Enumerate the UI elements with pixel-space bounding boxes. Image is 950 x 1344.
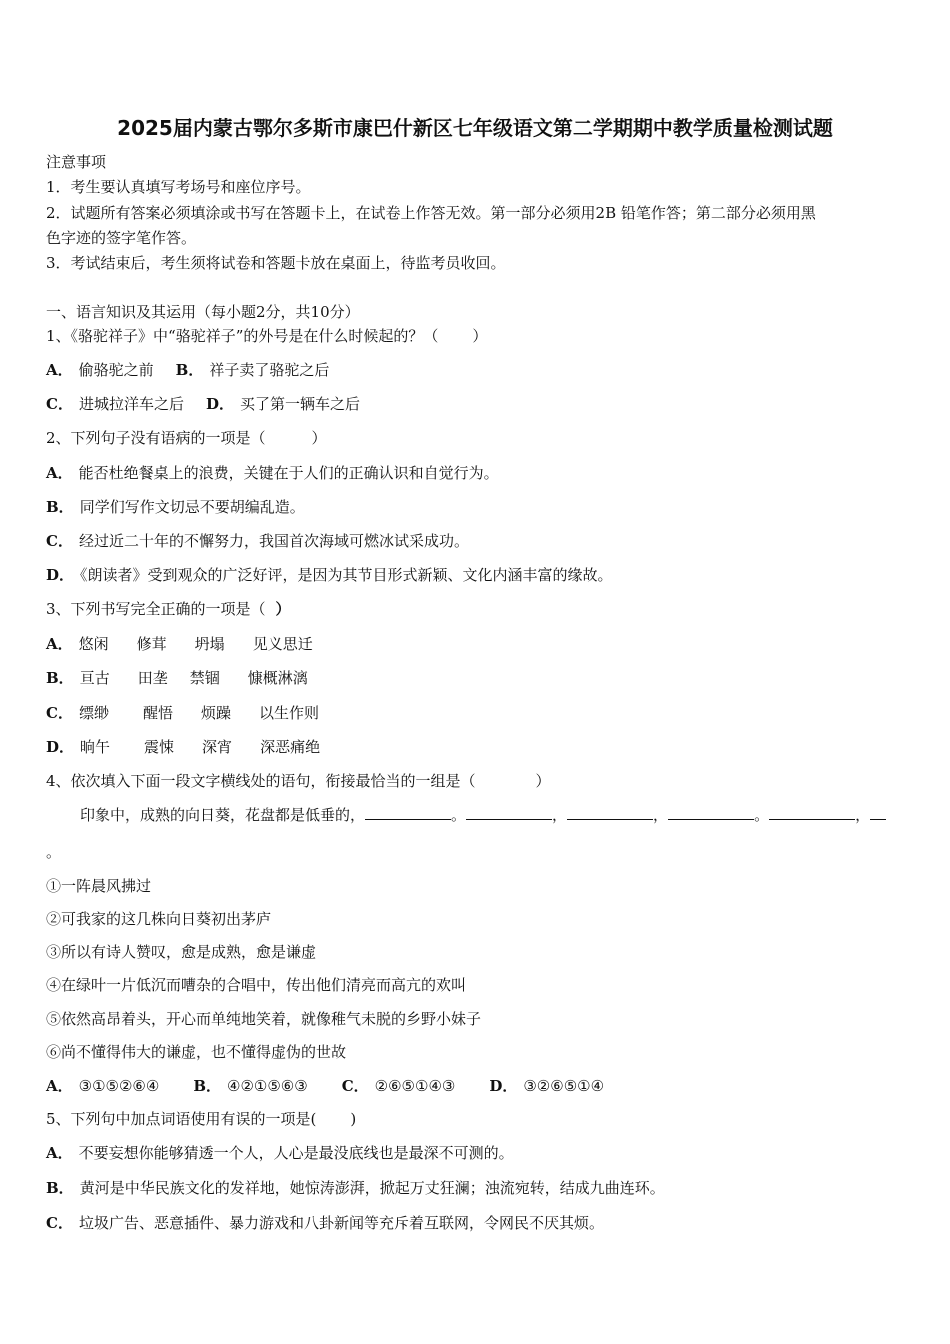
blank-line	[668, 805, 754, 820]
question-stem-text: 2、下列句子没有语病的一项是（	[46, 429, 266, 447]
question-5-option-b	[46, 1178, 665, 1198]
question-5-option-c	[46, 1213, 604, 1233]
question-stem-text: 3、下列书写完全正确的一项是（	[46, 600, 266, 618]
word: 缥缈	[78, 704, 109, 722]
question-4-stem	[46, 771, 551, 791]
option-label: C．	[46, 1214, 73, 1232]
option-label: B．	[193, 1077, 222, 1095]
option-label: A．	[46, 464, 73, 482]
question-4-passage-end: 。	[46, 843, 62, 861]
punct: 。	[451, 806, 467, 824]
word: 晌午	[80, 738, 111, 756]
punct: 。	[754, 806, 770, 824]
option-label: D．	[46, 738, 75, 756]
sentence-item: ⑥尚不懂得伟大的谦虚，也不懂得虚伪的世故	[46, 1043, 347, 1061]
word: 慷概淋漓	[247, 669, 308, 687]
sentence-item: ⑤依然高昂着头，开心而单纯地笑着，就像稚气未脱的乡野小妹子	[46, 1010, 482, 1028]
question-stem-end: ）	[275, 600, 291, 618]
notice-heading: 注意事项	[46, 153, 107, 171]
word: 见义思迁	[252, 635, 313, 653]
option-label: A．	[46, 1144, 73, 1162]
word: 亘古	[79, 669, 110, 687]
word: 坍塌	[194, 635, 225, 653]
question-3-stem	[46, 599, 291, 619]
sentence-item: ③所以有诗人赞叹，愈是成熟，愈是谦虚	[46, 943, 317, 961]
question-stem-end: )	[350, 1110, 357, 1128]
question-stem-text: 4、依次填入下面一段文字横线处的语句，衔接最恰当的一组是（	[46, 772, 476, 790]
option-text: 经过近二十年的不懈努力，我国首次海域可燃冰试采成功。	[78, 532, 469, 550]
option-text: 买了第一辆车之后	[239, 395, 360, 413]
option-label: A．	[46, 635, 73, 653]
question-3-option-d	[46, 737, 320, 757]
question-2-option-d	[46, 565, 613, 585]
question-stem-end: ）	[535, 772, 551, 790]
word: 烦躁	[200, 704, 231, 722]
option-label: C．	[341, 1077, 369, 1095]
word: 震悚	[144, 738, 175, 756]
option-label: A．	[46, 361, 73, 379]
option-text: ④②①⑤⑥③	[227, 1077, 308, 1095]
page-title: 2025届内蒙古鄂尔多斯市康巴什新区七年级语文第二学期期中教学质量检测试题	[117, 116, 833, 140]
option-text: 《朗读者》受到观众的广泛好评，是因为其节目形式新颖、文化内涵丰富的缘故。	[80, 566, 613, 584]
sentence-item: ①一阵晨风拂过	[46, 877, 152, 895]
passage-text: 印象中，成熟的向日葵，花盘都是低垂的，	[80, 806, 366, 824]
blank-line	[769, 805, 855, 820]
option-label: D．	[46, 566, 75, 584]
sentence-item: ②可我家的这几株向日葵初出茅庐	[46, 910, 272, 928]
question-1-options-ab	[46, 360, 329, 380]
question-stem-text: 5、下列句中加点词语使用有误的一项是(	[46, 1110, 317, 1128]
question-stem-end: ）	[311, 429, 327, 447]
option-label: C．	[46, 395, 73, 413]
question-2-option-a	[46, 463, 499, 483]
blank-line	[466, 805, 552, 820]
option-text: ③①⑤②⑥④	[78, 1077, 160, 1095]
option-text: ②⑥⑤①④③	[374, 1077, 456, 1095]
blank-line	[567, 805, 653, 820]
question-3-option-a	[46, 634, 313, 654]
option-text: 进城拉洋车之后	[78, 395, 184, 413]
word: 深宵	[202, 738, 233, 756]
option-label: B．	[46, 1179, 74, 1197]
option-label: C．	[46, 704, 73, 722]
question-5-option-a	[46, 1143, 514, 1163]
notice-item: 2．试题所有答案必须填涂或书写在答题卡上，在试卷上作答无效。第一部分必须用2B 铅笔作答；第二部分必须用黑	[46, 204, 816, 222]
word: 醒悟	[142, 704, 173, 722]
blank-line	[365, 805, 451, 820]
option-text: 能否杜绝餐桌上的浪费，关键在于人们的正确认识和自觉行为。	[78, 464, 499, 482]
question-4-options	[46, 1076, 604, 1096]
word: 田垄	[137, 669, 168, 687]
option-text: 同学们写作文切忌不要胡编乱造。	[79, 498, 305, 516]
question-4-passage	[80, 805, 886, 825]
option-label: D．	[489, 1077, 518, 1095]
option-label: B．	[175, 361, 204, 379]
question-2-stem	[46, 428, 327, 448]
question-5-stem	[46, 1109, 356, 1129]
word: 以生作则	[259, 704, 320, 722]
punct: ，	[552, 806, 568, 824]
option-label: A．	[46, 1077, 73, 1095]
word: 禁锢	[189, 669, 220, 687]
question-1-options-cd	[46, 394, 360, 414]
option-text: ③②⑥⑤①④	[523, 1077, 605, 1095]
option-text: 祥子卖了骆驼之后	[209, 361, 330, 379]
option-text: 黄河是中华民族文化的发祥地，她惊涛澎湃，掀起万丈狂澜；浊流宛转，结成九曲连环。	[79, 1179, 665, 1197]
question-1-stem	[46, 326, 487, 346]
question-2-option-c	[46, 531, 469, 551]
question-3-option-b	[46, 668, 308, 688]
option-label: D．	[205, 395, 234, 413]
blank-line	[870, 805, 886, 820]
option-label: B．	[46, 669, 74, 687]
punct: ，	[855, 806, 871, 824]
option-text: 偷骆驼之前	[78, 361, 154, 379]
notice-item: 色字迹的签字笔作答。	[46, 229, 197, 247]
sentence-item: ④在绿叶一片低沉而嘈杂的合唱中，传出他们清亮而高亢的欢叫	[46, 976, 467, 994]
word: 修茸	[136, 635, 167, 653]
section-heading: 一、语言知识及其运用（每小题2分，共10分）	[46, 303, 360, 321]
notice-item: 1．考生要认真填写考场号和座位序号。	[46, 178, 311, 196]
punct: ，	[653, 806, 669, 824]
word: 悠闲	[78, 635, 109, 653]
option-text: 垃圾广告、恶意插件、暴力游戏和八卦新闻等充斥着互联网，令网民不厌其烦。	[78, 1214, 604, 1232]
option-label: B．	[46, 498, 74, 516]
option-label: C．	[46, 532, 73, 550]
option-text: 不要妄想你能够猜透一个人，人心是最没底线也是最深不可测的。	[78, 1144, 514, 1162]
question-stem-text: 1、《骆驼祥子》中“骆驼祥子”的外号是在什么时候起的？（	[46, 327, 439, 345]
question-stem-end: ）	[472, 327, 488, 345]
notice-item: 3．考试结束后，考生须将试卷和答题卡放在桌面上，待监考员收回。	[46, 254, 506, 272]
word: 深恶痛绝	[260, 738, 321, 756]
question-3-option-c	[46, 703, 319, 723]
question-2-option-b	[46, 497, 305, 517]
